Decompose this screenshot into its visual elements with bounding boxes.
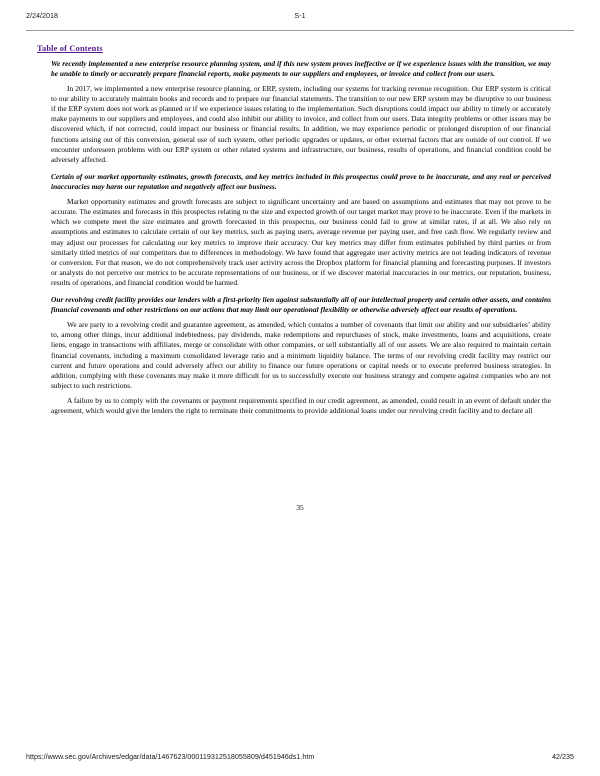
print-footer: [0, 750, 600, 763]
risk-factor-heading: Our revolving credit facility provides our lenders with a first-priority lien against substantially all of our intellectual property and certain other assets, and contains financial covenants and other restrictions on our actions that may limit our operational flexibility or otherwise adversely affect our results of operations.: [51, 295, 551, 315]
risk-factor-section: [51, 172, 551, 288]
risk-factor-paragraph: Market opportunity estimates and growth forecasts are subject to significant uncertainty and are based on assumptions and estimates that may not prove to be accurate. The estimates and forecasts in this prospectus relating to the size and expected growth of our target market may prove to be inaccurate. Even if the markets in which we compete meet the size estimates and growth forecasted in this prospectus, our business could fail to grow at similar rates, if at all. We also rely on assumptions and estimates to calculate certain of our key metrics, such as paying users, average revenue per paying user, and free cash flow. We regularly review and may adjust our processes for calculating our key metrics to improve their accuracy. Our key metrics may differ from estimates published by third parties or from similarly titled metrics of our competitors due to differences in methodology. We have found that aggregate user activity metrics are not leading indicators of revenue or conversion. For that reason, we do not comprehensively track user activity across the Dropbox platform for financial planning and forecasting purposes. If investors or analysts do not perceive our metrics to be accurate representations of our business, or if we discover material inaccuracies in our metrics, our reputation, business, results of operations, and financial condition would be harmed.: [51, 196, 551, 288]
print-footer-url: https://www.sec.gov/Archives/edgar/data/1467623/000119312518055809/d451946ds1.htm: [26, 752, 315, 761]
header-divider: [26, 30, 574, 31]
risk-factor-heading: Certain of our market opportunity estimates, growth forecasts, and key metrics included in this prospectus could prove to be inaccurate, and any real or perceived inaccuracies may harm our reputation and negatively affect our business.: [51, 172, 551, 192]
risk-factor-paragraph: A failure by us to comply with the covenants or payment requirements specified in our credit agreement, as amended, could result in an event of default under the agreement, which would give the lenders the right to terminate their commitments to provide additional loans under our revolving credit facility and to declare all: [51, 395, 551, 415]
document-body: [51, 59, 551, 416]
page-number: 35: [296, 503, 304, 512]
print-footer-page-indicator: 42/235: [552, 752, 574, 761]
print-header: [0, 9, 600, 23]
table-of-contents-link[interactable]: Table of Contents: [37, 44, 103, 53]
risk-factor-section: [51, 295, 551, 416]
risk-factor-heading: We recently implemented a new enterprise resource planning system, and if this new system proves ineffective or if we experience issues with the transition, we may be unable to timely or accurately prepare financial reports, make payments to our suppliers and employees, or invoice and collect from our users.: [51, 59, 551, 79]
print-header-date: 2/24/2018: [26, 11, 58, 20]
print-header-document-title: S-1: [294, 11, 306, 20]
risk-factor-section: [51, 59, 551, 165]
section-spacer: [51, 288, 551, 295]
risk-factor-paragraph: We are party to a revolving credit and guarantee agreement, as amended, which contains a number of covenants that limit our ability and our subsidiaries’ ability to, among other things, incur additional indebtedness, pay dividends, make redemptions and repurchases of stock, make investments, loans and acquisitions, create liens, engage in transactions with affiliates, merge or consolidate with other companies, or sell substantially all of our assets. We are also required to maintain certain financial covenants, including a maximum consolidated leverage ratio and a minimum liquidity balance. The terms of our revolving credit facility may restrict our current and future operations and could adversely affect our ability to finance our future operations or capital needs or to execute preferred business strategies. In addition, complying with these covenants may make it more difficult for us to successfully execute our business strategy and compete against companies who are not subject to such restrictions.: [51, 320, 551, 391]
risk-factor-paragraph: In 2017, we implemented a new enterprise resource planning, or ERP, system, including our systems for tracking revenue recognition. Our ERP system is critical to our ability to accurately maintain books and records and to prepare our financial statements. The transition to our new ERP system may be disruptive to our business if the ERP system does not work as planned or if we experience issues relating to the implementation. Such disruptions could impact our ability to timely or accurately make payments to our suppliers and employees, and could also inhibit our ability to invoice, and collect from our users. Data integrity problems or other issues may be discovered which, if not corrected, could impact our business or financial results. In addition, we may experience periodic or prolonged disruption of our financial functions arising out of this conversion, general use of such system, other periodic upgrades or updates, or other external factors that are outside of our control. If we encounter unforeseen problems with our ERP system or other related systems and infrastructure, our business, results of operations, and financial condition could be adversely affected.: [51, 83, 551, 164]
section-spacer: [51, 165, 551, 172]
